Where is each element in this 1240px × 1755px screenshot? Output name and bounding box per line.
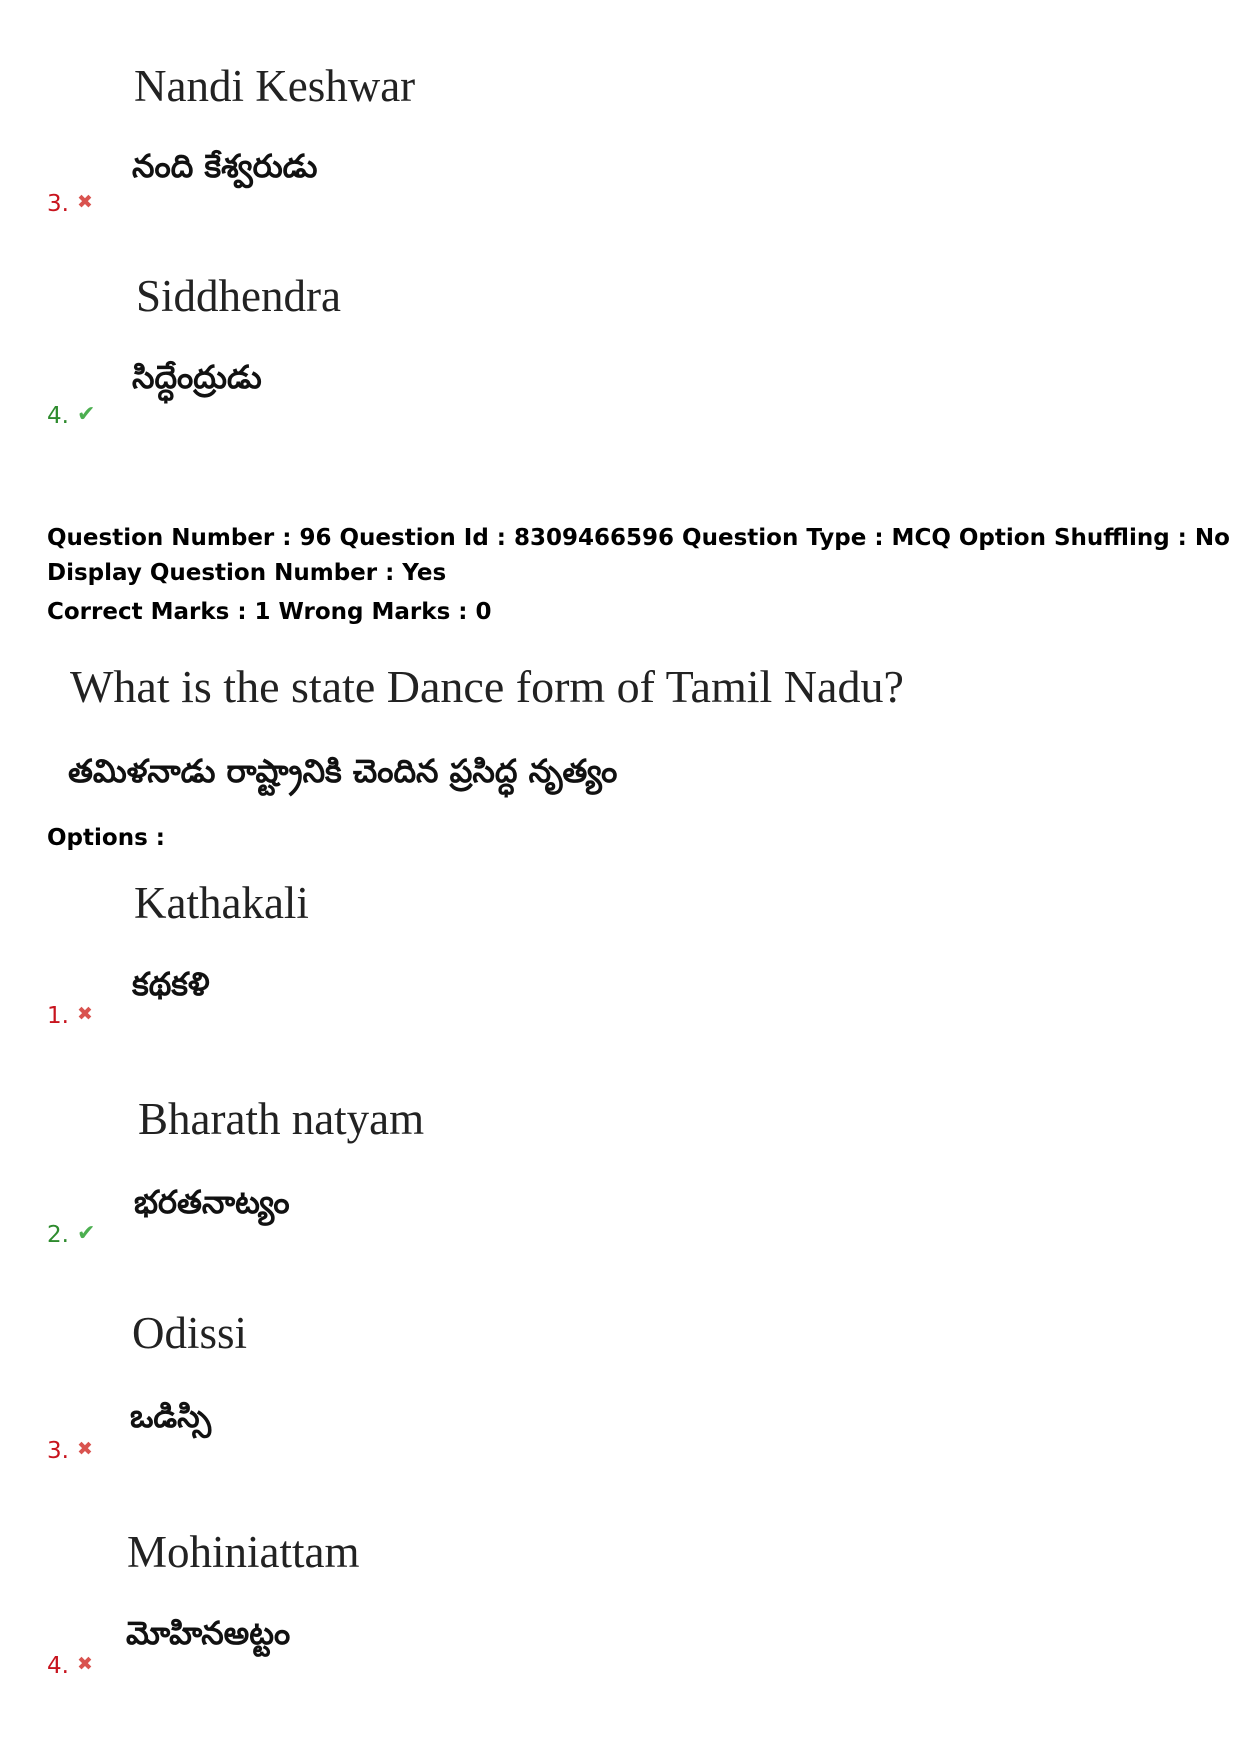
option-telugu-text: కథకళి [132,965,210,1003]
option-telugu-text: సిద్ధేంద్రుడు [132,358,262,396]
option-number [47,1005,93,1028]
cross-mark-icon: ✖ [76,1653,93,1675]
question-header-line: Question Number : 96 Question Id : 8309466596 Question Type : MCQ Option Shuffling : No [47,525,1230,551]
option-number [47,1655,93,1678]
marks-line: Correct Marks : 1 Wrong Marks : 0 [47,599,492,625]
option-number-label: 1. [47,1003,69,1029]
check-mark-icon: ✔ [76,402,96,427]
option-number-label: 2. [47,1222,69,1248]
check-mark-icon: ✔ [76,1221,96,1246]
option-english-text: Odissi [132,1308,248,1358]
options-label: Options : [47,825,165,851]
cross-mark-icon: ✖ [76,191,93,213]
display-question-number-line: Display Question Number : Yes [47,560,447,586]
option-number-label: 3. [47,191,69,217]
option-number [47,193,93,216]
option-telugu-text: మోహినఅట్టం [126,1614,291,1652]
option-number [47,1440,93,1463]
option-telugu-text: భరతనాట్యం [134,1183,290,1221]
option-english-text: Nandi Keshwar [134,61,416,111]
option-english-text: Mohiniattam [127,1527,360,1577]
cross-mark-icon: ✖ [76,1003,93,1025]
option-english-text: Siddhendra [136,271,341,321]
question-text-english: What is the state Dance form of Tamil Nadu? [70,661,904,712]
option-english-text: Kathakali [134,878,309,928]
question-text-telugu: తమిళనాడు రాష్ట్రానికి చెందిన ప్రసిద్ధ నృత్యం [68,752,618,790]
option-number [47,1223,95,1247]
option-number-label: 4. [47,403,69,429]
option-telugu-text: నంది కేశ్వరుడు [132,147,318,185]
option-number [47,404,95,428]
option-telugu-text: ఒడిస్సి [130,1397,212,1435]
option-number-label: 4. [47,1653,69,1679]
option-english-text: Bharath natyam [138,1094,425,1144]
option-number-label: 3. [47,1438,69,1464]
cross-mark-icon: ✖ [76,1438,93,1460]
